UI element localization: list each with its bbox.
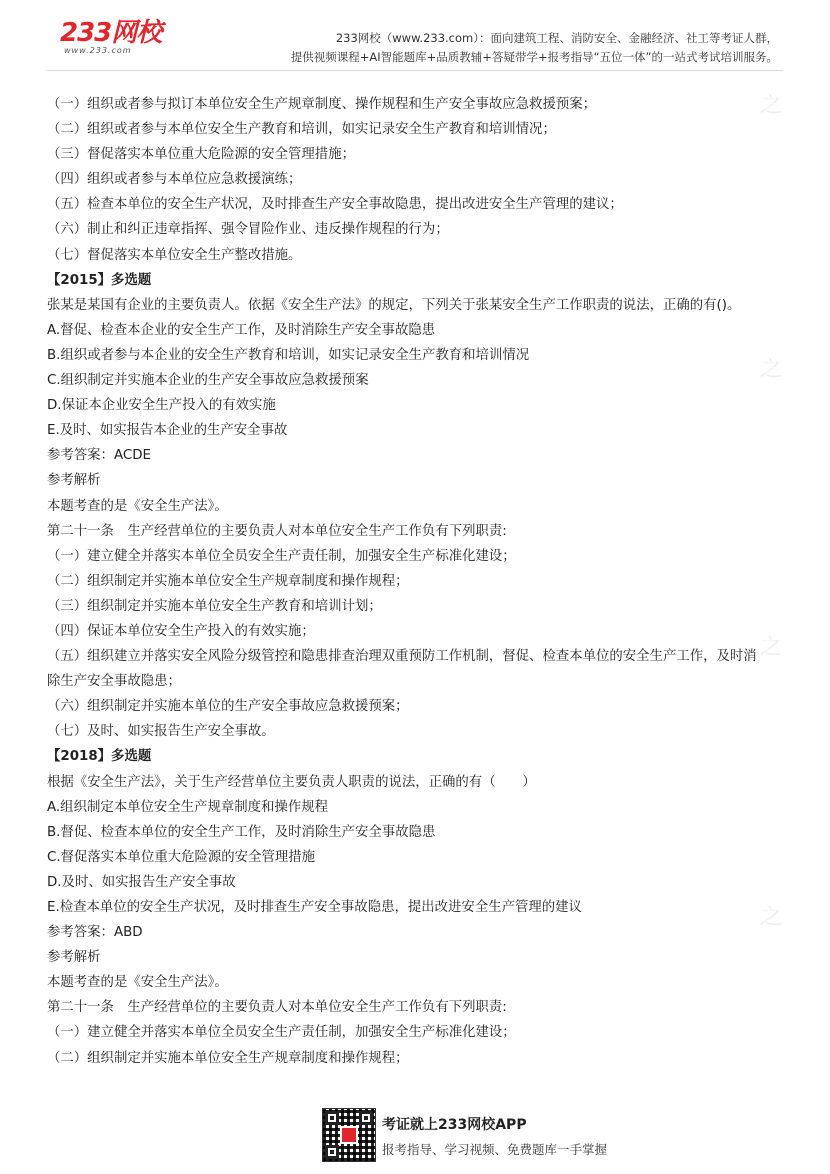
answer-option: C.督促落实本单位重大危险源的安全管理措施	[47, 849, 316, 865]
answer-option: B.组织或者参与本企业的安全生产教育和培训，如实记录安全生产教育和培训情况	[47, 347, 530, 363]
text-line: （六）制止和纠正违章指挥、强令冒险作业、违反操作规程的行为；	[47, 222, 449, 238]
page-header	[0, 0, 830, 70]
qr-logo	[340, 1126, 358, 1144]
watermark-icon: 之	[760, 93, 783, 118]
text-line: （四）保证本单位安全生产投入的有效实施；	[47, 623, 315, 639]
watermark-icon: 之	[760, 357, 783, 382]
header-divider	[47, 70, 783, 71]
text-line: （七）及时、如实报告生产安全事故。	[47, 724, 275, 740]
text-line: （七）督促落实本单位安全生产整改措施。	[47, 247, 302, 263]
analysis-heading: 参考解析	[47, 473, 101, 489]
answer-option: A.组织制定本单位安全生产规章制度和操作规程	[47, 799, 328, 815]
qr-finder	[325, 1145, 339, 1159]
text-line: （六）组织制定并实施本单位的生产安全事故应急救援预案；	[47, 699, 409, 715]
answer-option: C.组织制定并实施本企业的生产安全事故应急救援预案	[47, 373, 369, 389]
answer-option: D.及时、如实报告生产安全事故	[47, 874, 236, 890]
answer-option: E.检查本单位的安全生产状况，及时排查生产安全事故隐患，提出改进安全生产管理的建议	[47, 900, 582, 915]
text-line: （二）组织或者参与本单位安全生产教育和培训，如实记录安全生产教育和培训情况；	[47, 122, 556, 138]
text-line: （三）组织制定并实施本单位安全生产教育和培训计划；	[47, 598, 382, 614]
answer-option: D.保证本企业安全生产投入的有效实施	[47, 398, 276, 414]
qr-finder	[325, 1111, 339, 1125]
text-line: 本题考查的是《安全生产法》。	[47, 498, 228, 514]
text-line: （一）建立健全并落实本单位全员安全生产责任制，加强安全生产标准化建设；	[47, 1025, 516, 1041]
reference-answer: 参考答案：ABD	[47, 925, 143, 941]
text-line: （三）督促落实本单位重大危险源的安全管理措施；	[47, 147, 355, 163]
app-promo[interactable]	[322, 1108, 642, 1164]
text-line: （二）组织制定并实施本单位安全生产规章制度和操作规程；	[47, 573, 409, 589]
question-heading: 【2015】多选题	[47, 272, 152, 288]
logo-url: www.233.com	[64, 46, 132, 55]
promo-title: 考证就上233网校APP	[382, 1117, 527, 1133]
text-line: 第二十一条 生产经营单位的主要负责人对本单位安全生产工作负有下列职责:	[47, 523, 507, 539]
text-line: 第二十一条 生产经营单位的主要负责人对本单位安全生产工作负有下列职责:	[47, 1000, 507, 1016]
document-body	[47, 92, 759, 1071]
header-tagline-line2: 提供视频课程+AI智能题库+品质教辅+答疑带学+报考指导“五位一体”的一站式考试培训服务。	[290, 50, 778, 64]
header-tagline	[291, 29, 778, 67]
reference-answer: 参考答案：ACDE	[47, 448, 151, 464]
text-line: （五）检查本单位的安全生产状况，及时排查生产安全事故隐患，提出改进安全生产管理的建议；	[47, 197, 623, 213]
text-line: （一）建立健全并落实本单位全员安全生产责任制，加强安全生产标准化建设；	[47, 548, 516, 564]
qr-code-icon	[322, 1108, 376, 1162]
question-stem: 张某是某国有企业的主要负责人。依据《安全生产法》的规定，下列关于张某安全生产工作职责的说法，正确的有()。	[47, 297, 741, 313]
answer-option: B.督促、检查本单位的安全生产工作，及时消除生产安全事故隐患	[47, 824, 436, 840]
text-line: （四）组织或者参与本单位应急救援演练；	[47, 172, 302, 188]
text-line: （五）组织建立并落实安全风险分级管控和隐患排查治理双重预防工作机制，督促、检查本单位的安全生产工作，及时消除生产安全事故隐患；	[47, 649, 757, 690]
question-stem: 根据《安全生产法》，关于生产经营单位主要负责人职责的说法，正确的有（ ）	[47, 774, 536, 790]
text-line: （一）组织或者参与拟订本单位安全生产规章制度、操作规程和生产安全事故应急救援预案；	[47, 97, 597, 112]
question-heading: 【2018】多选题	[47, 749, 152, 765]
header-tagline-line1: 233网校（www.233.com）：面向建筑工程、消防安全、金融经济、社工等考证人群，	[335, 31, 778, 45]
logo-text: 233网校	[60, 18, 162, 48]
text-line: 本题考查的是《安全生产法》。	[47, 975, 228, 991]
promo-subtitle: 报考指导、学习视频、免费题库一手掌握	[382, 1142, 608, 1157]
watermark-icon: 之	[760, 905, 783, 930]
watermark-icon: 之	[760, 635, 783, 660]
answer-option: E.及时、如实报告本企业的生产安全事故	[47, 423, 288, 439]
answer-option: A.督促、检查本企业的安全生产工作，及时消除生产安全事故隐患	[47, 322, 436, 338]
analysis-heading: 参考解析	[47, 950, 101, 966]
text-line: （二）组织制定并实施本单位安全生产规章制度和操作规程；	[47, 1050, 409, 1066]
qr-finder	[359, 1111, 373, 1125]
brand-logo[interactable]	[60, 20, 161, 55]
